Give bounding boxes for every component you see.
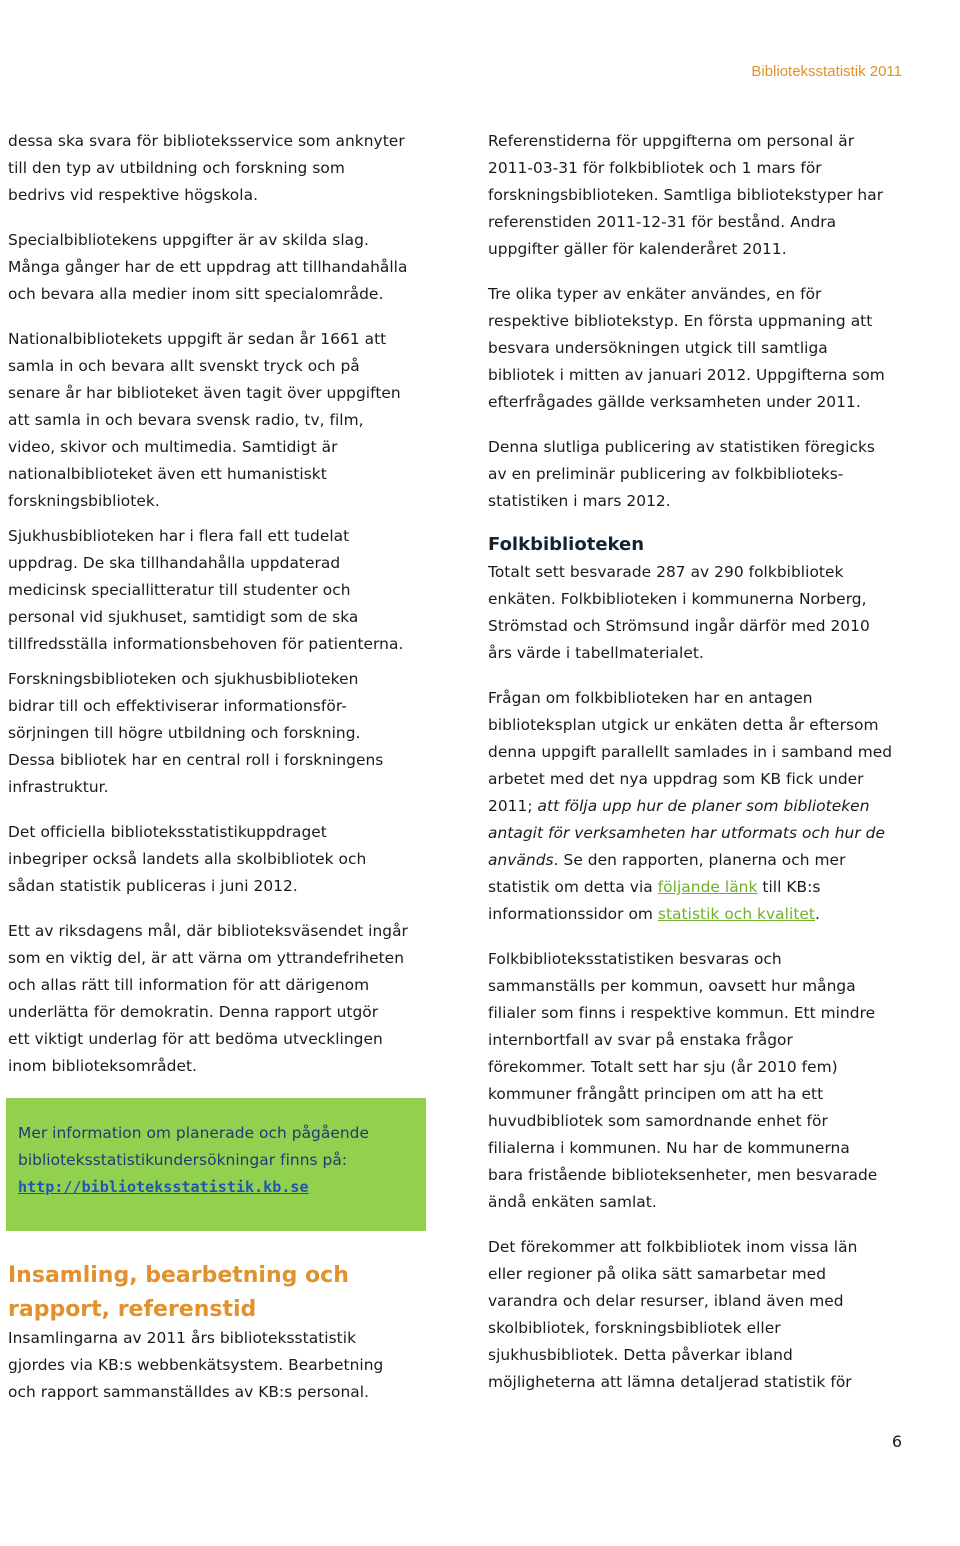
paragraph: Specialbibliotekens uppgifter är av skilda slag. Många gånger har de ett uppdrag att tillhandahålla och bevara alla medier inom sitt specialområde. xyxy=(8,231,408,303)
paragraph: Det förekommer att folkbibliotek inom vissa län eller regioner på olika sätt samarbetar med varandra och delar resurser, ibland även med skolbibliotek, forskningsbibliotek eller sjukhusbibliotek. Detta påverkar ibland möjligheterna att lämna detaljerad statistik för xyxy=(488,1238,858,1391)
text-run: . xyxy=(815,905,820,923)
link-statistics-quality[interactable]: statistik och kvalitet xyxy=(657,905,816,923)
text-run: . Se den rapporten, planerna och mer statistik om detta via xyxy=(488,851,846,896)
paragraph: Denna slutliga publicering av statistiken föregicks av en preliminär publicering av folkbiblioteks- statistiken i mars 2012. xyxy=(488,438,875,510)
info-box-text: Mer information om planerade och pågående biblioteksstatistikundersökningar finns på: xyxy=(18,1124,370,1169)
page-number: 6 xyxy=(891,1432,902,1451)
italic-text: att följa upp hur de planer som biblioteken antagit för verksamheten har utformats och hur de används xyxy=(488,797,885,869)
paragraph: Folkbiblioteksstatistiken besvaras och sammanställs per kommun, oavsett hur många filialer som finns i respektive kommun. Ett mindre internbortfall av svar på enstaka frågor förekommer. Totalt sett har sju (år 2010 fem) kommuner frångått principen om att ha ett huvudbibliotek som samordnande enhet för filialerna i kommunen. Nu har de kommunerna bara fristående biblioteksenheter, men besvarade ändå enkäten samlat. xyxy=(488,950,878,1211)
text-run: Frågan om folkbiblioteken har en antagen biblioteksplan utgick ur enkäten detta år eftersom denna uppgift parallellt samlades in i samband med arbetet med det nya uppdrag som KB fick under 2011; xyxy=(488,689,893,815)
left-column xyxy=(8,128,428,1424)
paragraph: dessa ska svara för biblioteksservice som anknyter till den typ av utbildning och forskning som bedrivs vid respektive högskola. xyxy=(8,132,405,204)
paragraph: Det officiella biblioteksstatistikuppdraget inbegriper också landets alla skolbibliotek och sådan statistik publiceras i juni 2012. xyxy=(8,823,367,895)
subheading-folkbiblioteken: Folkbiblioteken xyxy=(488,534,645,555)
paragraph: Ett av riksdagens mål, där biblioteksväsendet ingår som en viktig del, är att värna om yttrandefriheten och allas rätt till information för att därigenom underlätta för demokratin. Denna rapport utgör ett viktigt underlag för att bedöma utvecklingen inom biblioteksområdet. xyxy=(8,922,408,1075)
paragraph: Tre olika typer av enkäter användes, en för respektive bibliotekstyp. En första uppmaning att besvara undersökningen utgick till samtliga bibliotek i mitten av januari 2012. Uppgifterna som efterfrågades gällde verksamheten under 2011. xyxy=(488,285,885,411)
link-following[interactable]: följande länk xyxy=(657,878,758,896)
info-box-link[interactable]: http://biblioteksstatistik.kb.se xyxy=(18,1178,309,1196)
header-title: Biblioteksstatistik 2011 xyxy=(751,63,902,80)
paragraph: Totalt sett besvarade 287 av 290 folkbibliotek enkäten. Folkbiblioteken i kommunerna Norberg, Strömstad och Strömsund ingår därför med 2010 års värde i tabellmaterialet. xyxy=(488,563,870,662)
paragraph: Forskningsbiblioteken och sjukhusbiblioteken bidrar till och effektiviserar informationsför- sörjningen till högre utbildning och forskning. Dessa bibliotek har en central roll i forskningens infrastruktur. xyxy=(8,670,384,796)
paragraph: Insamlingarna av 2011 års biblioteksstatistik gjordes via KB:s webbenkätsystem. Bearbetning och rapport sammanställdes av KB:s personal. xyxy=(8,1329,384,1401)
paragraph: Sjukhusbiblioteken har i flera fall ett tudelat uppdrag. De ska tillhandahålla uppdaterad medicinsk speciallitteratur till studenter och personal vid sjukhuset, samtidigt som de ska tillfredsställa informationsbehoven för patienterna. xyxy=(8,527,404,653)
text-run: till KB:s informationssidor om xyxy=(488,878,821,923)
info-box xyxy=(6,1098,426,1231)
paragraph-with-links xyxy=(488,685,908,928)
paragraph: Nationalbibliotekets uppgift är sedan år 1661 att samla in och bevara allt svenskt tryck och på senare år har biblioteket även tagit över uppgiften att samla in och bevara svensk radio, tv, film, video, skivor och multimedia. Samtidigt är nationalbiblioteket även ett humanistiskt forskningsbibliotek. xyxy=(8,330,401,510)
section-heading: Insamling, bearbetning och rapport, referenstid xyxy=(8,1263,349,1322)
paragraph: Referenstiderna för uppgifterna om personal är 2011-03-31 för folkbibliotek och 1 mars för forskningsbiblioteken. Samtliga bibliotekstyper har referenstiden 2011-12-31 för bestånd. Andra uppgifter gäller för kalenderåret 2011. xyxy=(488,132,884,258)
right-column xyxy=(488,128,908,1414)
